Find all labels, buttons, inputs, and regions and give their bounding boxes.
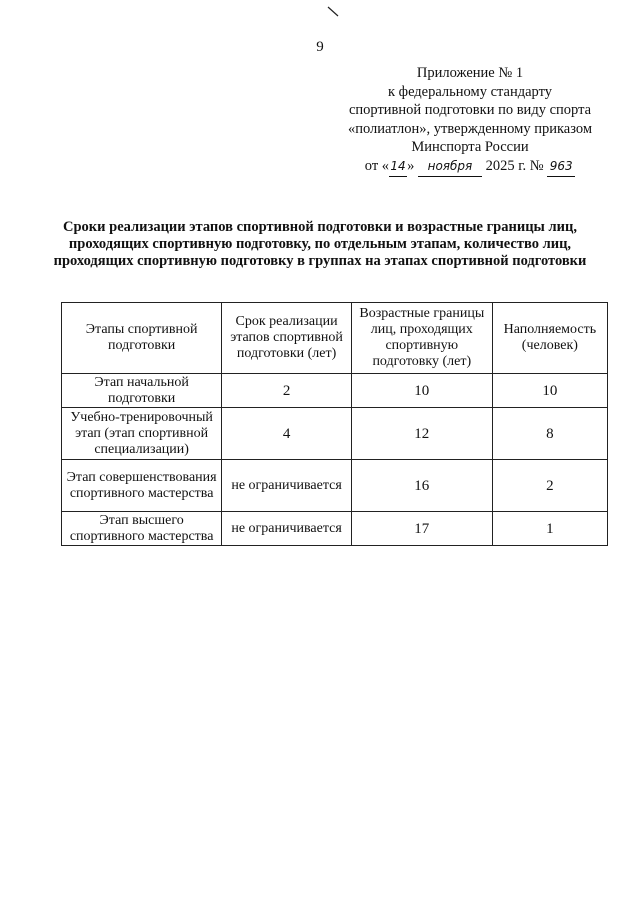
cell-duration: не ограничивается	[222, 460, 352, 512]
date-mid: »	[407, 157, 415, 174]
table-row	[62, 512, 608, 546]
appendix-date-line	[300, 157, 640, 177]
cell-duration: 4	[222, 408, 352, 460]
date-month: ноября	[418, 157, 482, 177]
date-year: 2025 г. №	[485, 157, 544, 174]
date-day: 14	[389, 157, 407, 177]
stages-table	[61, 302, 608, 546]
table-row	[62, 408, 608, 460]
cell-age: 17	[351, 512, 492, 546]
cell-stage: Этап совершенствования спортивного мастерства	[62, 460, 222, 512]
cell-occupancy: 8	[492, 408, 607, 460]
appendix-ministry: Минспорта России	[411, 139, 529, 156]
cell-occupancy: 10	[492, 374, 607, 408]
cell-duration: 2	[222, 374, 352, 408]
cell-stage: Этап начальной подготовки	[62, 374, 222, 408]
header-duration: Срок реализации этапов спортивной подготовки (лет)	[222, 303, 352, 374]
appendix-standard: к федеральному стандарту	[388, 83, 552, 100]
table-row	[62, 374, 608, 408]
cell-age: 16	[351, 460, 492, 512]
pen-mark-icon	[326, 6, 340, 18]
table-header-row	[62, 303, 608, 374]
appendix-header	[300, 64, 640, 177]
appendix-sport-name: «полиатлон», утвержденному приказом	[347, 120, 593, 137]
header-occupancy: Наполняемость (человек)	[492, 303, 607, 374]
header-stages: Этапы спортивной подготовки	[62, 303, 222, 374]
cell-occupancy: 2	[492, 460, 607, 512]
cell-occupancy: 1	[492, 512, 607, 546]
cell-age: 12	[351, 408, 492, 460]
header-age-limits: Возрастные границы лиц, проходящих спортивную подготовку (лет)	[351, 303, 492, 374]
date-prefix: от «	[364, 157, 390, 174]
cell-age: 10	[351, 374, 492, 408]
cell-stage: Этап высшего спортивного мастерства	[62, 512, 222, 546]
order-number: 963	[547, 157, 575, 177]
cell-stage: Учебно-тренировочный этап (этап спортивной специализации)	[62, 408, 222, 460]
document-title: Сроки реализации этапов спортивной подготовки и возрастные границы лиц, проходящих спортивную подготовку, по отдельным этапам, количество лиц, проходящих спортивную подготовку в группах на этапах спортивной подготовки	[53, 219, 587, 269]
appendix-number: Приложение № 1	[416, 65, 524, 81]
appendix-sport: спортивной подготовки по виду спорта	[348, 102, 592, 119]
cell-duration: не ограничивается	[222, 512, 352, 546]
table-row	[62, 460, 608, 512]
page-number: 9	[316, 39, 324, 55]
